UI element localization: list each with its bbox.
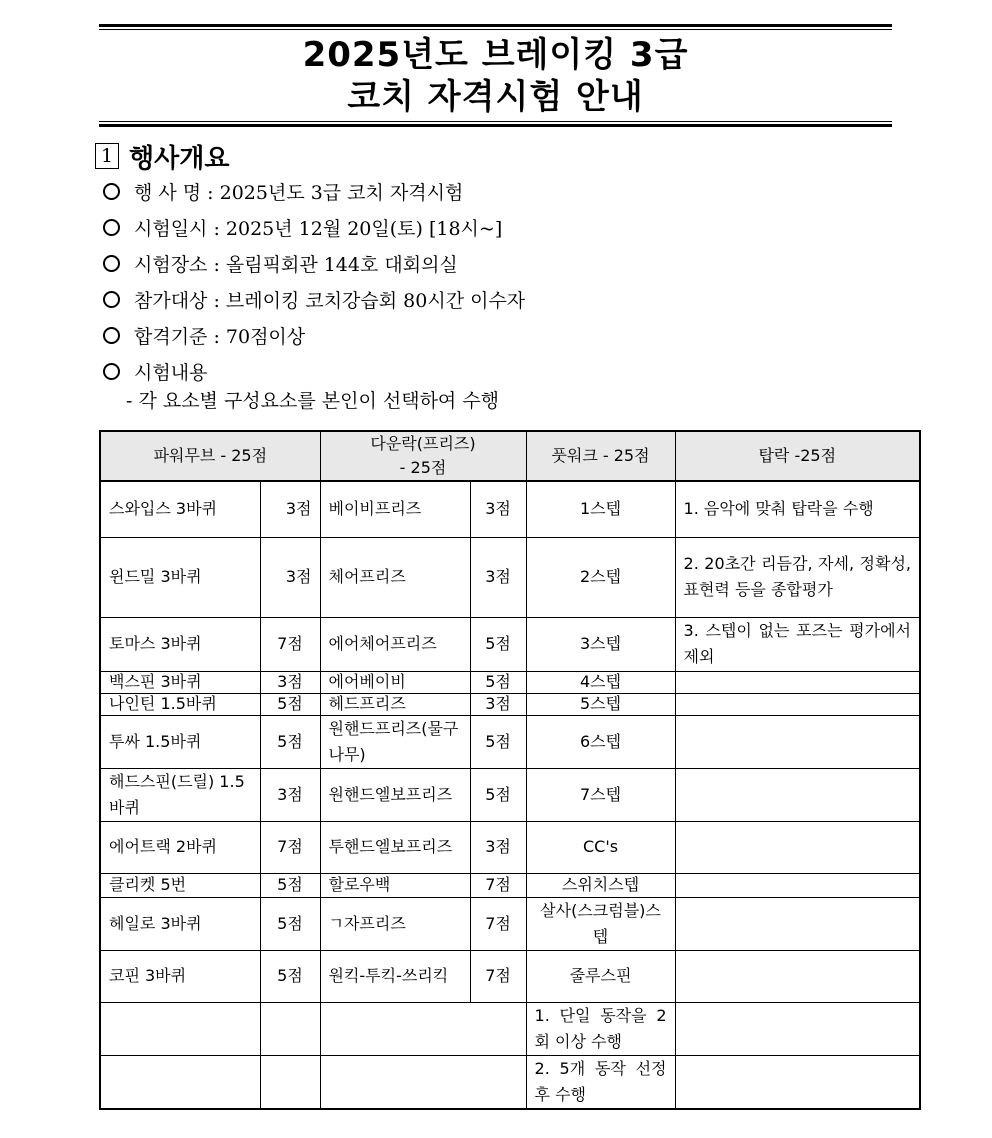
table-row bbox=[100, 1055, 920, 1109]
bottom-rule-thin bbox=[99, 121, 892, 122]
header-top-rock: 탑락 -25점 bbox=[675, 431, 920, 481]
list-item: 참가대상 : 브레이킹 코치강습회 80시간 이수자 bbox=[103, 286, 525, 322]
top-rule-thick bbox=[99, 24, 892, 27]
header-down-rock: 다운락(프리즈) - 25점 bbox=[320, 431, 526, 481]
list-item: 합격기준 : 70점이상 bbox=[103, 322, 525, 358]
table-row: 윈드밀 3바퀴 3점 체어프리즈 3점 2스텝 2. 20초간 리듬감, 자세, 정확성, 표현력 등을 종합평가 bbox=[100, 537, 920, 617]
circle-bullet-icon bbox=[103, 255, 120, 272]
circle-bullet-icon bbox=[103, 327, 120, 344]
section-number: 1 bbox=[95, 143, 119, 169]
header-footwork: 풋워크 - 25점 bbox=[526, 431, 675, 481]
table-row: 해드스핀(드릴) 1.5바퀴 3점 원핸드엘보프리즈 5점 7스텝 bbox=[100, 768, 920, 821]
scoring-table bbox=[99, 430, 921, 1110]
list-item: 행 사 명 : 2025년도 3급 코치 자격시험 bbox=[103, 178, 525, 214]
table-row: 헤일로 3바퀴 5점 ㄱ자프리즈 7점 살사(스크럼블)스텝 bbox=[100, 897, 920, 950]
table-row: 클리켓 5번 5점 할로우백 7점 스위치스텝 bbox=[100, 873, 920, 897]
circle-bullet-icon bbox=[103, 219, 120, 236]
section-heading bbox=[95, 140, 229, 172]
table-header-row bbox=[100, 431, 920, 481]
table-row: 에어트랙 2바퀴 7점 투핸드엘보프리즈 3점 CC's bbox=[100, 821, 920, 873]
list-item: 시험내용 bbox=[103, 358, 525, 394]
footwork-note-1: 1. 단일 동작을 2회 이상 수행 bbox=[526, 1002, 675, 1055]
circle-bullet-icon bbox=[103, 291, 120, 308]
header-power-move: 파워무브 - 25점 bbox=[100, 431, 320, 481]
list-item: 시험장소 : 올림픽회관 144호 대회의실 bbox=[103, 250, 525, 286]
list-item: 시험일시 : 2025년 12월 20일(토) [18시~] bbox=[103, 214, 525, 250]
top-rule-thin bbox=[99, 29, 892, 30]
table-row: 코핀 3바퀴 5점 원킥-투킥-쓰리킥 7점 줄루스핀 bbox=[100, 950, 920, 1002]
circle-bullet-icon bbox=[103, 183, 120, 200]
bottom-rule-thick bbox=[99, 124, 892, 127]
page-title-line1: 2025년도 브레이킹 3급 bbox=[302, 35, 689, 75]
page-title-line2: 코치 자격시험 안내 bbox=[347, 77, 644, 117]
exam-content-detail: - 각 요소별 구성요소를 본인이 선택하여 수행 bbox=[126, 390, 500, 412]
circle-bullet-icon bbox=[103, 363, 120, 380]
section-title: 행사개요 bbox=[129, 143, 230, 174]
table-row: 토마스 3바퀴 7점 에어체어프리즈 5점 3스텝 3. 스텝이 없는 포즈는 평가에서 제외 bbox=[100, 617, 920, 671]
table-row: 투싸 1.5바퀴 5점 원핸드프리즈(물구나무) 5점 6스텝 bbox=[100, 715, 920, 768]
overview-list bbox=[103, 178, 525, 394]
table-row: 나인틴 1.5바퀴 5점 헤드프리즈 3점 5스텝 bbox=[100, 693, 920, 715]
table-row: 스와입스 3바퀴 3점 베이비프리즈 3점 1스텝 1. 음악에 맞춰 탑락을 수행 bbox=[100, 481, 920, 537]
table-row: 백스핀 3바퀴 3점 에어베이비 5점 4스텝 bbox=[100, 671, 920, 693]
table-row bbox=[100, 1002, 920, 1055]
footwork-note-2: 2. 5개 동작 선정 후 수행 bbox=[526, 1055, 675, 1109]
